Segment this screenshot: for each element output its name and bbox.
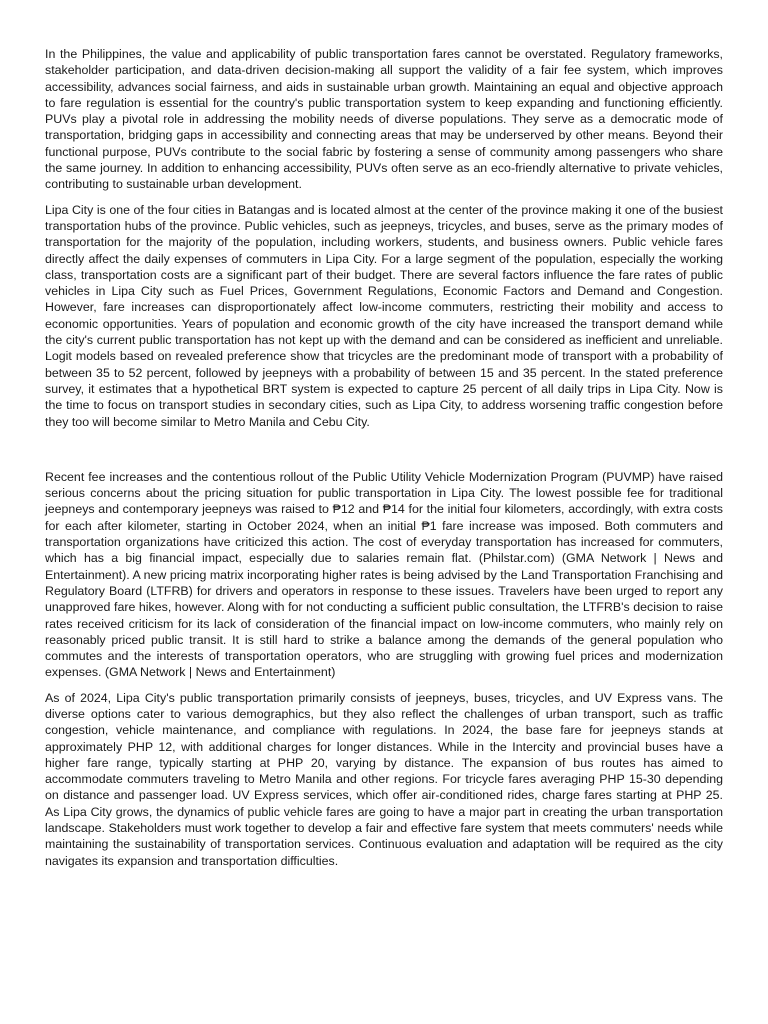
paragraph-2024-transport-status: As of 2024, Lipa City's public transportation primarily consists of jeepneys, buses, tricycles, and UV Express vans. The diverse options cater to various demographics, but they also reflect the challenges of urban transport, such as traffic congestion, vehicle maintenance, and compliance with regulations. In 2024, the base fare for jeepneys stands at approximately PHP 12, with additional charges for longer distances. While in the Intercity and provincial buses have a higher fare range, typically starting at PHP 20, varying by distance. The expansion of bus routes has aimed to accommodate commuters traveling to Metro Manila and other regions. For tricycle fares averaging PHP 15-30 depending on distance and passenger load. UV Express services, which offer air-conditioned rides, charge fares starting at PHP 25. As Lipa City grows, the dynamics of public vehicle fares are going to have a major part in creating the urban transportation landscape. Stakeholders must work together to develop a fair and effective fare system that meets commuters' needs while maintaining the sustainability of transportation services. Continuous evaluation and adaptation will be required as the city navigates its expansion and transportation difficulties. [45,690,723,868]
paragraph-fare-importance: In the Philippines, the value and applicability of public transportation fares cannot be overstated. Regulatory frameworks, stakeholder participation, and data-driven decision-making all support the validity of a fair fee system, which improves accessibility, advances social fairness, and aids in sustainable urban growth. Maintaining an equal and objective approach to fare regulation is essential for the country's public transportation system to keep expanding and functioning efficiently. PUVs play a pivotal role in addressing the mobility needs of diverse populations. They serve as a democratic mode of transportation, bridging gaps in accessibility and connecting areas that may be underserved by other means. Beyond their functional purpose, PUVs contribute to the social fabric by fostering a sense of community among passengers who share the same journey. In addition to enhancing accessibility, PUVs often serve as an eco-friendly alternative to private vehicles, contributing to sustainable urban development. [45,47,723,192]
paragraph-lipa-city-overview: Lipa City is one of the four cities in Batangas and is located almost at the center of the province making it one of the busiest transportation hubs of the province. Public vehicles, such as jeepneys, tricycles, and buses, serve as the primary modes of transportation for the majority of the population, including workers, students, and business owners. Public vehicle fares directly affect the daily expenses of commuters in Lipa City. For a large segment of the population, especially the working class, transportation costs are a significant part of their budget. There are several factors influence the fare rates of public vehicles in Lipa City such as Fuel Prices, Government Regulations, Economic Factors and Demand and Congestion. However, fare increases can disproportionately affect low-income commuters, restricting their mobility and access to economic opportunities. Years of population and economic growth of the city have increased the transport demand while the city's current public transportation has not kept up with the demand and can be considered as inefficient and unreliable. Logit models based on revealed preference show that tricycles are the predominant mode of transport with a probability of between 35 to 52 percent, followed by jeepneys with a probability of between 15 and 35 percent. In the stated preference survey, it estimates that a hypothetical BRT system is expected to capture 25 percent of all daily trips in Lipa City. Now is the time to focus on transport studies in secondary cities, such as Lipa City, to address worsening traffic congestion before they too will become similar to Metro Manila and Cebu City. [45,202,723,429]
paragraph-fee-increases: Recent fee increases and the contentious rollout of the Public Utility Vehicle Modernization Program (PUVMP) have raised serious concerns about the pricing situation for public transportation in Lipa City. The lowest possible fee for traditional jeepneys and contemporary jeepneys was raised to ₱12 and ₱14 for the initial four kilometers, accordingly, with extra costs for each after kilometer, starting in October 2024, when an initial ₱1 fare increase was imposed. Both commuters and transportation organizations have criticized this action. The cost of everyday transportation has increased for commuters, which has a big financial impact, especially due to salaries remain flat. (Philstar.com) (GMA Network | News and Entertainment). A new pricing matrix incorporating higher rates is being advised by the Land Transportation Franchising and Regulatory Board (LTFRB) for drivers and operators in response to these issues. Travelers have been urged to report any unapproved fare hikes, however. Along with for not conducting a sufficient public consultation, the LTFRB's decision to raise rates received criticism for its lack of consideration of the financial impact on low-income commuters, who mainly rely on reasonably priced public transit. It is still hard to strike a balance among the demands of the general population who commutes and the interests of transportation operators, who are struggling with growing fuel prices and modernization expenses. (GMA Network | News and Entertainment) [45,469,723,680]
document-body [45,46,723,878]
